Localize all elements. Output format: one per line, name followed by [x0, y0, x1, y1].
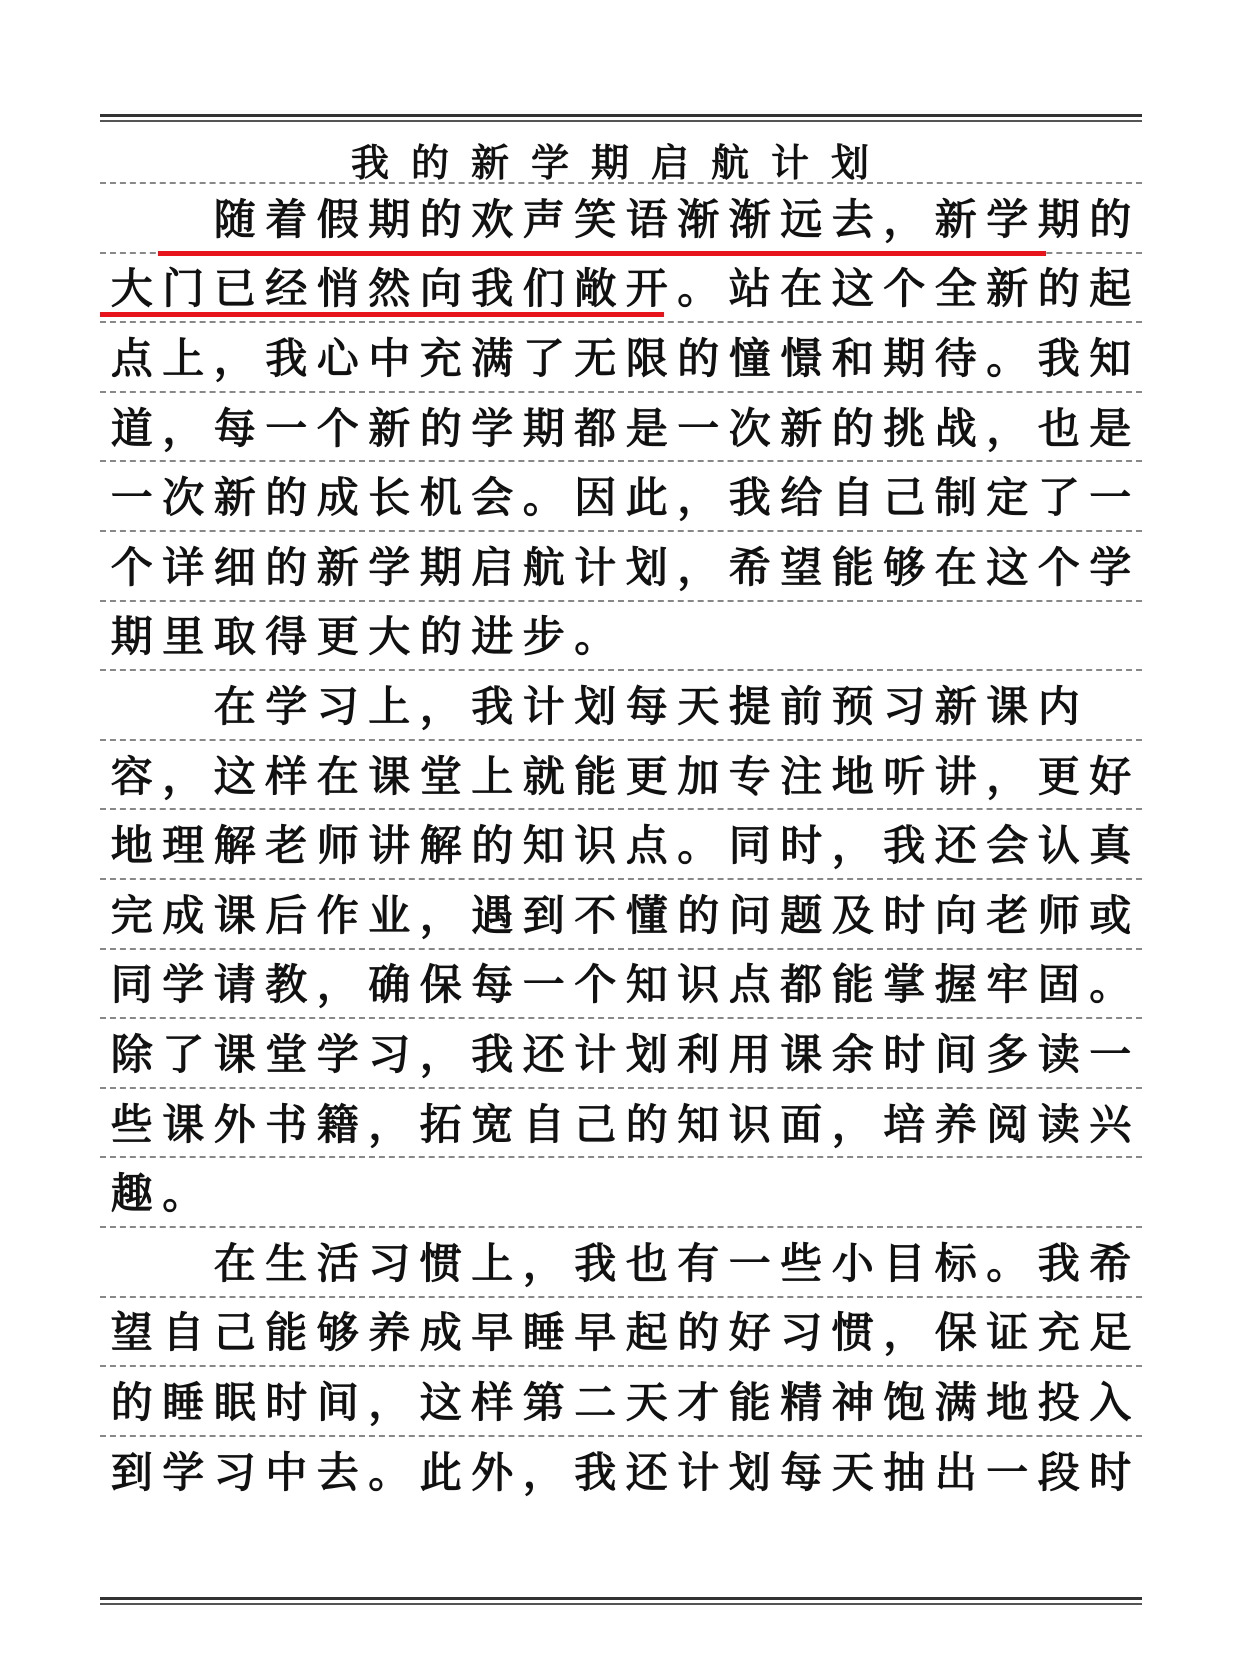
- text-line: 点 上 ， 我 心 中 充 满 了 无 限 的 憧 憬 和 期 待 。 我 知: [110, 333, 1132, 383]
- text-line: 到 学 习 中 去 。 此 外 ， 我 还 计 划 每 天 抽 出 一 段 时: [110, 1447, 1132, 1497]
- text-line: 望 自 己 能 够 养 成 早 睡 早 起 的 好 习 惯 ， 保 证 充 足: [110, 1308, 1132, 1358]
- text-line: 一 次 新 的 成 长 机 会 。 因 此 ， 我 给 自 己 制 定 了 一: [110, 473, 1132, 523]
- red-underline-2: [100, 312, 664, 317]
- text-line: 地 理 解 老 师 讲 解 的 知 识 点 。 同 时 ， 我 还 会 认 真: [110, 821, 1132, 871]
- bottom-border-rule: [100, 1597, 1142, 1605]
- top-border-rule: [100, 114, 1142, 122]
- text-line: 除 了 课 堂 学 习 ， 我 还 计 划 利 用 课 余 时 间 多 读 一: [110, 1029, 1132, 1079]
- text-line: 同 学 请 教 ， 确 保 每 一 个 知 识 点 都 能 掌 握 牢 固 。: [110, 960, 1132, 1010]
- text-line: 些 课 外 书 籍 ， 拓 宽 自 己 的 知 识 面 ， 培 养 阅 读 兴: [110, 1099, 1132, 1149]
- text-line: 的 睡 眠 时 间 ， 这 样 第 二 天 才 能 精 神 饱 满 地 投 入: [110, 1377, 1132, 1427]
- essay-title: 我的新学期启航计划: [350, 139, 891, 185]
- red-underline-1: [158, 251, 1046, 256]
- text-line: 在 生 活 习 惯 上 ， 我 也 有 一 些 小 目 标 。 我 希: [213, 1238, 1132, 1288]
- text-line: 在 学 习 上 ， 我 计 划 每 天 提 前 预 习 新 课 内: [213, 681, 1080, 731]
- text-line: 完 成 课 后 作 业 ， 遇 到 不 懂 的 问 题 及 时 向 老 师 或: [110, 890, 1132, 940]
- text-line: 道 ， 每 一 个 新 的 学 期 都 是 一 次 新 的 挑 战 ， 也 是: [110, 403, 1132, 453]
- text-line: 个 详 细 的 新 学 期 启 航 计 划 ， 希 望 能 够 在 这 个 学: [110, 542, 1132, 592]
- text-line: 随 着 假 期 的 欢 声 笑 语 渐 渐 远 去 ， 新 学 期 的: [213, 194, 1132, 244]
- text-line: 期 里 取 得 更 大 的 进 步 。: [110, 612, 617, 662]
- text-line: 趣 。: [110, 1169, 205, 1219]
- text-line: 大 门 已 经 悄 然 向 我 们 敞 开 。 站 在 这 个 全 新 的 起: [110, 264, 1132, 314]
- text-line: 容 ， 这 样 在 课 堂 上 就 能 更 加 专 注 地 听 讲 ， 更 好: [110, 751, 1132, 801]
